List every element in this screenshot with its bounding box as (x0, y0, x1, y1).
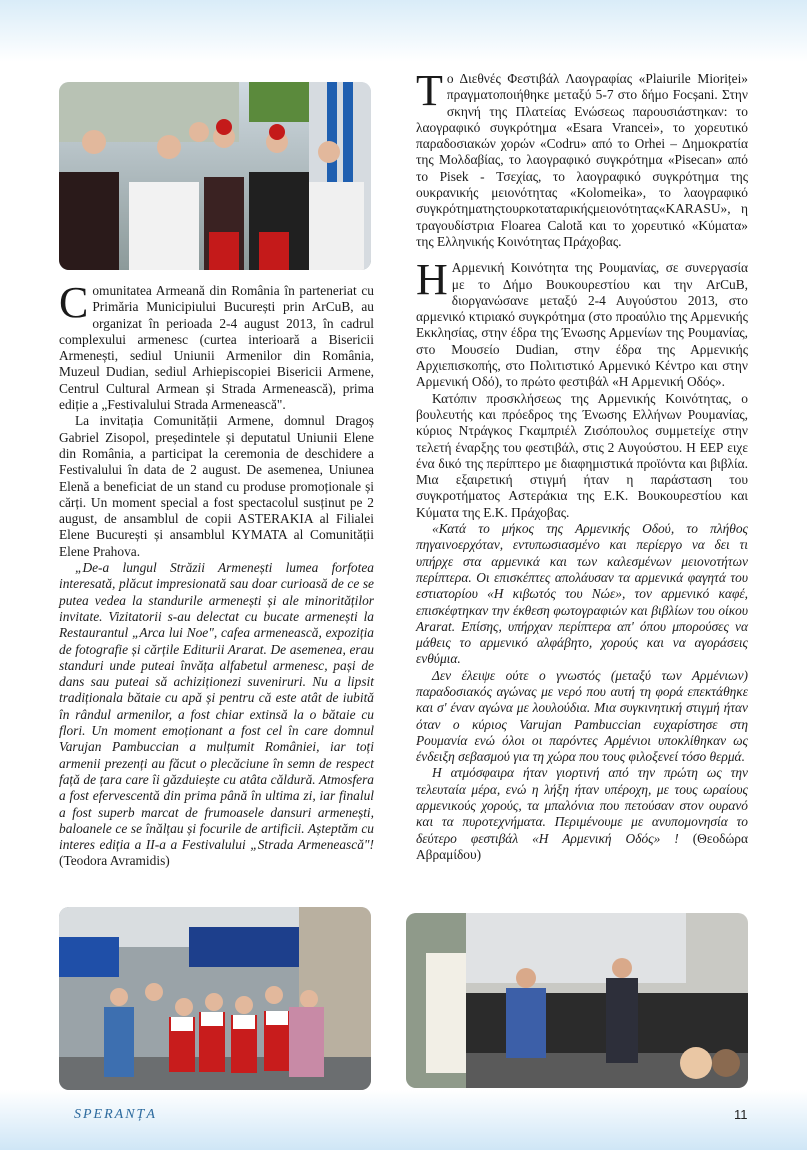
dropcap-eta: Η (416, 255, 448, 305)
greek-quote-2: Δεν έλειψε ούτε ο γνωστός (μεταξύ των Αρμένιων) παραδοσιακός αγώνας με νερό που αυτή τη φορά επεκτάθηκε και σ' έναν αγώνα με λουλούδια. Μια συγκινητική στιγμή ήταν όταν ο κύριος Varujan Pambuccian ευχαρίστησε στη Ρουμανία ενώ όλοι οι παρόντες Αρμένιοι υποκλίθηκαν ως ένδειξη σεβασμού για τη χώρα που τους φιλοξενεί τόσο θερμά. (416, 667, 748, 765)
greek-paragraph-2: Η Αρμενική Κοινότητα της Ρουμανίας, σε συνεργασία με το Δήμο Βουκουρεστίου και την ArCuB, διοργανώσανε μεταξύ 2-4 Αυγούστου 2013, στο αρμενικό κτιριακό συγκρότημα (στο προαύλιο της Αρμενικής Εκκλησίας, στην έδρα της Ένωσης Αρμενίων της Ρουμανίας, στο Μουσείο Dudian, στην έδρα της Αρμενικής Αρχιεπισκοπής, στο Πολιτιστικό Αρμενικό Κέντρο και στην Αρμενική Οδό), το πρώτο φεστιβάλ «Η Αρμενική Οδός». (416, 255, 748, 390)
greek-author: (Θεοδώρα Αβραμίδου) (416, 830, 748, 862)
greek-quote-1: «Κατά το μήκος της Αρμενικής Οδού, το πλήθος πηγαινοερχόταν, εντυπωσιασμένο και περίεργο να δει τι υπήρχε στα αρμενικά και των καλεσμένων μειονοτήτων περίπτερα. Οι επισκέπτες απολάυσαν τα αρμενικά φαγητά του εστιατορίου «Η κιβωτός του Νώε», τον αρμενικό καφέ, επισκέφτηκαν την έκθεση φωτογραφιών και βιβλίων του οίκου Ararat. Επίσης, υπήρχαν περίπτερα απ' όπου μπορούσες να μάθεις το αρμενικό αλφάβητο, χορούς και να αγοράσεις ενθύμια. (416, 521, 748, 667)
greek-article (416, 66, 748, 863)
dropcap-c: C (59, 278, 89, 327)
photo-street-festival-children (59, 907, 371, 1090)
romanian-paragraph-2: La invitația Comunității Armene, domnul Dragoș Gabriel Zisopol, președintele și deputatul Uniunii Elene din România, a participat la ceremonia de deschidere a Festivalului în data de 2 august. De asemenea, Uniunea Elenă a beneficiat de un stand cu produse promoționale și cărți. Un moment special a fost spectacolul susținut pe 2 august, de ansamblul de copii ASTERAKIA al Filialei Elene București și ansamblul KYMATA al Comunității Elene Prahova. (59, 413, 374, 559)
romanian-article (59, 278, 374, 870)
romanian-paragraph-1: Comunitatea Armeană din România în parteneriat cu Primăria Municipiului București prin ArCuB, au organizat în perioada 2-4 august 2013, în cadrul complexului armenesc (curtea interioară a Bisericii Armenești, sediul Uniunii Armenilor din România, Muzeul Dudian, sediul Arhiepiscopiei Bisericii Armene, Centrul Cultural Armean și Strada Armenească), prima ediție a „Festivalului Strada Armenească". (59, 278, 374, 413)
photo-folk-group-costumes (59, 82, 371, 270)
page-number: 11 (734, 1107, 748, 1122)
photo-stage-speaker (406, 913, 748, 1088)
dropcap-tau: Τ (416, 66, 443, 115)
greek-quote-3: Η ατμόσφαιρα ήταν γιορτινή από την πρώτη ως την τελευταία μέρα, ενώ η λήξη ήταν υπέροχη, με τους ωραίους αρμενικούς χορούς, τα μπαλόνια που πετούσαν στον ουρανό και τα πυροτεχνήματα. Περιμένουμε με ανυπομονησία το δεύτερο φεστιβάλ «Η Αρμενική Οδός» ! (Θεοδώρα Αβραμίδου) (416, 765, 748, 862)
magazine-name: SPERANȚA (74, 1107, 157, 1122)
greek-paragraph-1: Το Διεθνές Φεστιβάλ Λαογραφίας «Plaiurile Mioriței» πραγματοποιήθηκε μεταξύ 5-7 στο δήμο Focșani. Στην σκηνή της Πλατείας Ενώσεως παρουσιάστηκαν: το λαογραφικό συγκρότημα «Esara Vrancei», το χορευτικό παραδοσιακών χορών «Codru» από το Orhei – Δημοκρατία της Μολδαβίας, το λαογραφικό συγκρότημα «Pisecan» από το Pisek - Τσεχίας, το λαογραφικό συγκρότημα της ουκρανικής μειονότητας «Kolomeika», το λαογραφικό συγκρότηματηςτουρκοταταρικήςμειονότητας«KARASU», η τραγουδίστρια Floarea Calotă και το χορευτικό «Κύματα» της Ελληνικής Κοινότητας Πράχοβας. (416, 66, 748, 249)
romanian-author: (Teodora Avramidis) (59, 853, 170, 869)
header-band (0, 0, 807, 62)
romanian-quote: „De-a lungul Străzii Armenești lumea forfotea interesată, plăcut impresionată sau doar curioasă de ce se putea vedea la standurile armenești și ale minorităților invitate. Vizitatorii s-au delectat cu bucate armenești la Restaurantul „Arca lui Noe", cafea armenească, expoziția de fotografie și cărțile Editurii Ararat. De asemenea, erau standuri unde puteai învăța alfabetul armenesc, pași de dans sau puteai să achiziționezi suveniruri. Nu a lipsit tradiționala bătaie cu apă și pentru că este atât de iubită în rândul armenilor, a fost chiar extinsă la o bătaie cu flori. Un moment emoționant a fost cel în care domnul Varujan Pambuccian a mulțumit României, iar toți armenii prezenți au făcut o plecăciune în semn de respect față de țara care îi găzduiește cu atâta căldură. Atmosfera a fost efervescentă din prima până în ultima zi, iar finalul a fost superb marcat de frumoasele dansuri armenești, baloanele ce se înălțau și focurile de artificii. Așteptăm cu interes ediția a II-a a Festivalului „Strada Armenească"! (Teodora Avramidis) (59, 560, 374, 869)
greek-paragraph-3: Κατόπιν προσκλήσεως της Αρμενικής Κοινότητας, ο βουλευτής και πρόεδρος της Ένωσης Ελλήνων Ρουμανίας, κύριος Ντράγκος Γκαμπριέλ Ζισόπουλος συμμετείχε στην τελετή έναρξης του φεστιβάλ, στις 2 Αυγούστου. Η ΕΕΡ ειχε ένα δικό της περίπτερο με διαφημιστικά προϊόντα και βιβλία. Μια εξαιρετική στιγμή ήταν η παράσταση του συγκροτήματος Αστεράκια της Ε.Κ. Βουκουρεστίου και Κύματα της Ε.Κ. Πράχοβας. (416, 390, 748, 520)
